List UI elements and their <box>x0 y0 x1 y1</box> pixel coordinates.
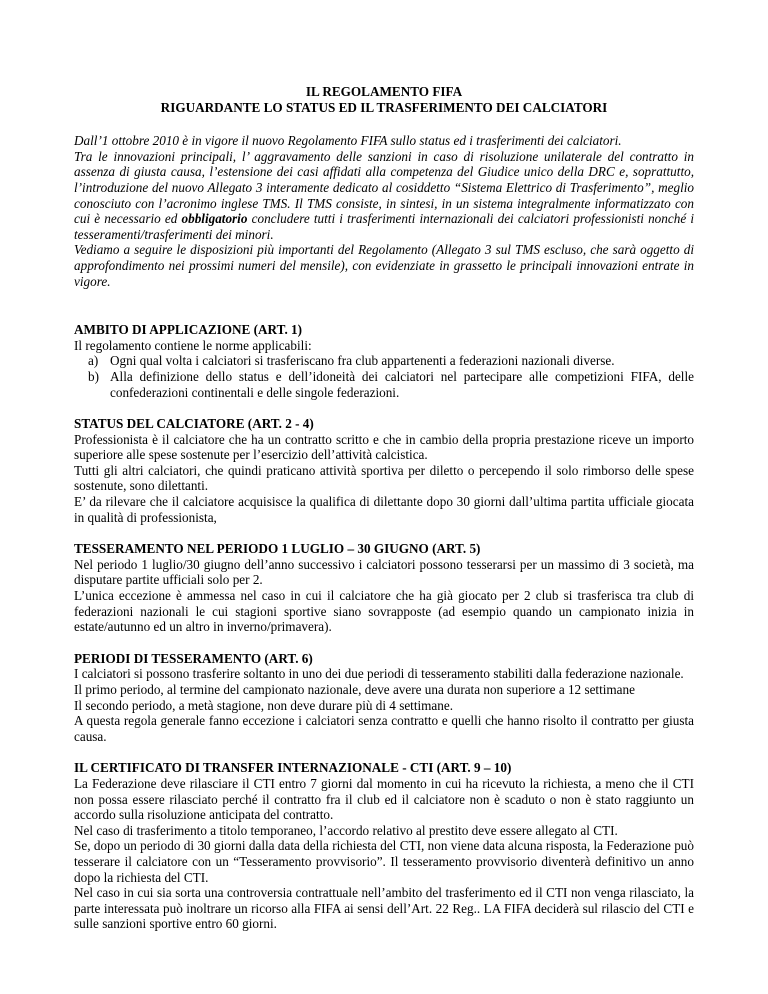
section-ambito <box>74 322 694 400</box>
list-item-text: Alla definizione dello status e dell’idoneità dei calciatori nel partecipare alle competizioni FIFA, delle confederazioni continentali e delle singole federazioni. <box>110 368 694 400</box>
section-paragraph: Tutti gli altri calciatori, che quindi praticano attività sportiva per diletto o percependo il solo rimborso delle spese sostenute, sono dilettanti. <box>74 462 694 494</box>
intro-paragraph-2 <box>74 149 694 243</box>
section-cti <box>74 760 694 932</box>
section-paragraph: I calciatori si possono trasferire soltanto in uno dei due periodi di tesseramento stabiliti dalla federazione nazionale. <box>74 666 684 682</box>
list-marker: b) <box>88 368 99 384</box>
section-heading: IL CERTIFICATO DI TRANSFER INTERNAZIONALE - CTI (ART. 9 – 10) <box>74 760 512 776</box>
list-item <box>74 369 694 400</box>
section-paragraph: Il primo periodo, al termine del campionato nazionale, deve avere una durata non superiore a 12 settimane <box>74 682 635 697</box>
section-heading: PERIODI DI TESSERAMENTO (ART. 6) <box>74 650 313 666</box>
section-heading: STATUS DEL CALCIATORE (ART. 2 - 4) <box>74 416 314 432</box>
list-item-text: Ogni qual volta i calciatori si trasferiscano fra club appartenenti a federazioni nazionali diverse. <box>110 353 615 369</box>
section-tesseramento <box>74 541 694 635</box>
section-paragraph: Il secondo periodo, a metà stagione, non deve durare più di 4 settimane. <box>74 697 454 713</box>
section-paragraph: Se, dopo un periodo di 30 giorni dalla data della richiesta del CTI, non viene data alcuna risposta, la Federazione può tesserare il calciatore con un “Tesseramento provvisorio”. Il tesseramento provvisorio diventerà definitivo un anno dopo la richiesta del CTI. <box>74 838 694 885</box>
intro-paragraph-3: Vediamo a seguire le disposizioni più importanti del Regolamento (Allegato 3 sul TMS escluso, che sarà oggetto di approfondimento nei prossimi numeri del mensile), con evidenziate in grassetto le principali innovazioni entrate in vigore. <box>74 242 694 289</box>
intro-bold-word: obbligatorio <box>181 211 248 227</box>
section-paragraph: L’unica eccezione è ammessa nel caso in cui il calciatore che ha già giocato per 2 club si trasferisca tra club di federazioni nazionali le cui stagioni sportive siano sovrapposte (ad esempio quando un campionato inizia in estate/autunno ed un altro in inverno/primavera). <box>74 588 694 635</box>
ambito-list <box>74 353 694 400</box>
section-heading: AMBITO DI APPLICAZIONE (ART. 1) <box>74 322 303 338</box>
title-line-2: RIGUARDANTE LO STATUS ED IL TRASFERIMENTO DEI CALCIATORI <box>160 99 608 115</box>
section-status <box>74 416 694 525</box>
section-paragraph: Professionista è il calciatore che ha un contratto scritto e che in cambio della propria prestazione riceve un importo superiore alle spese sostenute per l’esercizio dell’attività calcistica. <box>74 431 694 463</box>
intro <box>74 133 694 289</box>
intro-paragraph-2-end: concludere tutti i trasferimenti internazionali dei calciatori professionisti nonché i tesseramenti/trasferimenti dei minori. <box>74 211 695 242</box>
intro-paragraph-2-start: Tra le innovazioni principali, l’ aggravamento delle sanzioni in caso di risoluzione unilaterale del contratto in assenza di giusta causa, l’estensione dei casi affidati alla competenza del Giudice unico della DRC e, soprattutto, l’introduzione del nuovo Allegato 3 interamente dedicato al cosiddetto “Sistema Elettrico di Trasferimento”, meglio conosciuto con l’acronimo inglese TMS. Il TMS consiste, in sintesi, in un sistema integralmente informatizzato con cui è necessario ed <box>74 148 694 227</box>
list-marker: a) <box>88 353 99 369</box>
section-paragraph: Nel caso di trasferimento a titolo temporaneo, l’accordo relativo al prestito deve essere allegato al CTI. <box>74 822 618 838</box>
section-periodi <box>74 651 694 745</box>
document-title <box>74 84 694 115</box>
section-paragraph: A questa regola generale fanno eccezione i calciatori senza contratto e quelli che hanno risolto il contratto per giusta causa. <box>74 713 694 744</box>
section-paragraph: E’ da rilevare che il calciatore acquisisce la qualifica di dilettante dopo 30 giorni dall’ultima partita ufficiale giocata in qualità di professionista, <box>74 494 694 525</box>
section-paragraph: Nel periodo 1 luglio/30 giugno dell’anno successivo i calciatori possono tesserarsi per un massimo di 3 società, ma disputare partite ufficiali solo per 2. <box>74 556 694 588</box>
section-paragraph: Il regolamento contiene le norme applicabili: <box>74 337 312 353</box>
section-paragraph: La Federazione deve rilasciare il CTI entro 7 giorni dal momento in cui ha ricevuto la richiesta, a meno che il CTI non possa essere rilasciato perché il contratto fra il club ed il calciatore non è scaduto o non è stato raggiunto un accordo sulla risoluzione anticipata del contratto. <box>74 775 694 823</box>
section-heading: TESSERAMENTO NEL PERIODO 1 LUGLIO – 30 GIUGNO (ART. 5) <box>74 541 481 557</box>
intro-paragraph-1: Dall’1 ottobre 2010 è in vigore il nuovo Regolamento FIFA sullo status ed i trasferimenti dei calciatori. <box>74 133 622 149</box>
title-line-1: IL REGOLAMENTO FIFA <box>305 84 463 99</box>
section-paragraph: Nel caso in cui sia sorta una controversia contrattuale nell’ambito del trasferimento ed il CTI non venga rilasciato, la parte interessata può inoltrare un ricorso alla FIFA ai sensi dell’Art. 22 Reg.. LA FIFA deciderà sul rilascio del CTI e sulle sanzioni sportive entro 60 giorni. <box>74 885 694 932</box>
list-item <box>74 353 694 369</box>
